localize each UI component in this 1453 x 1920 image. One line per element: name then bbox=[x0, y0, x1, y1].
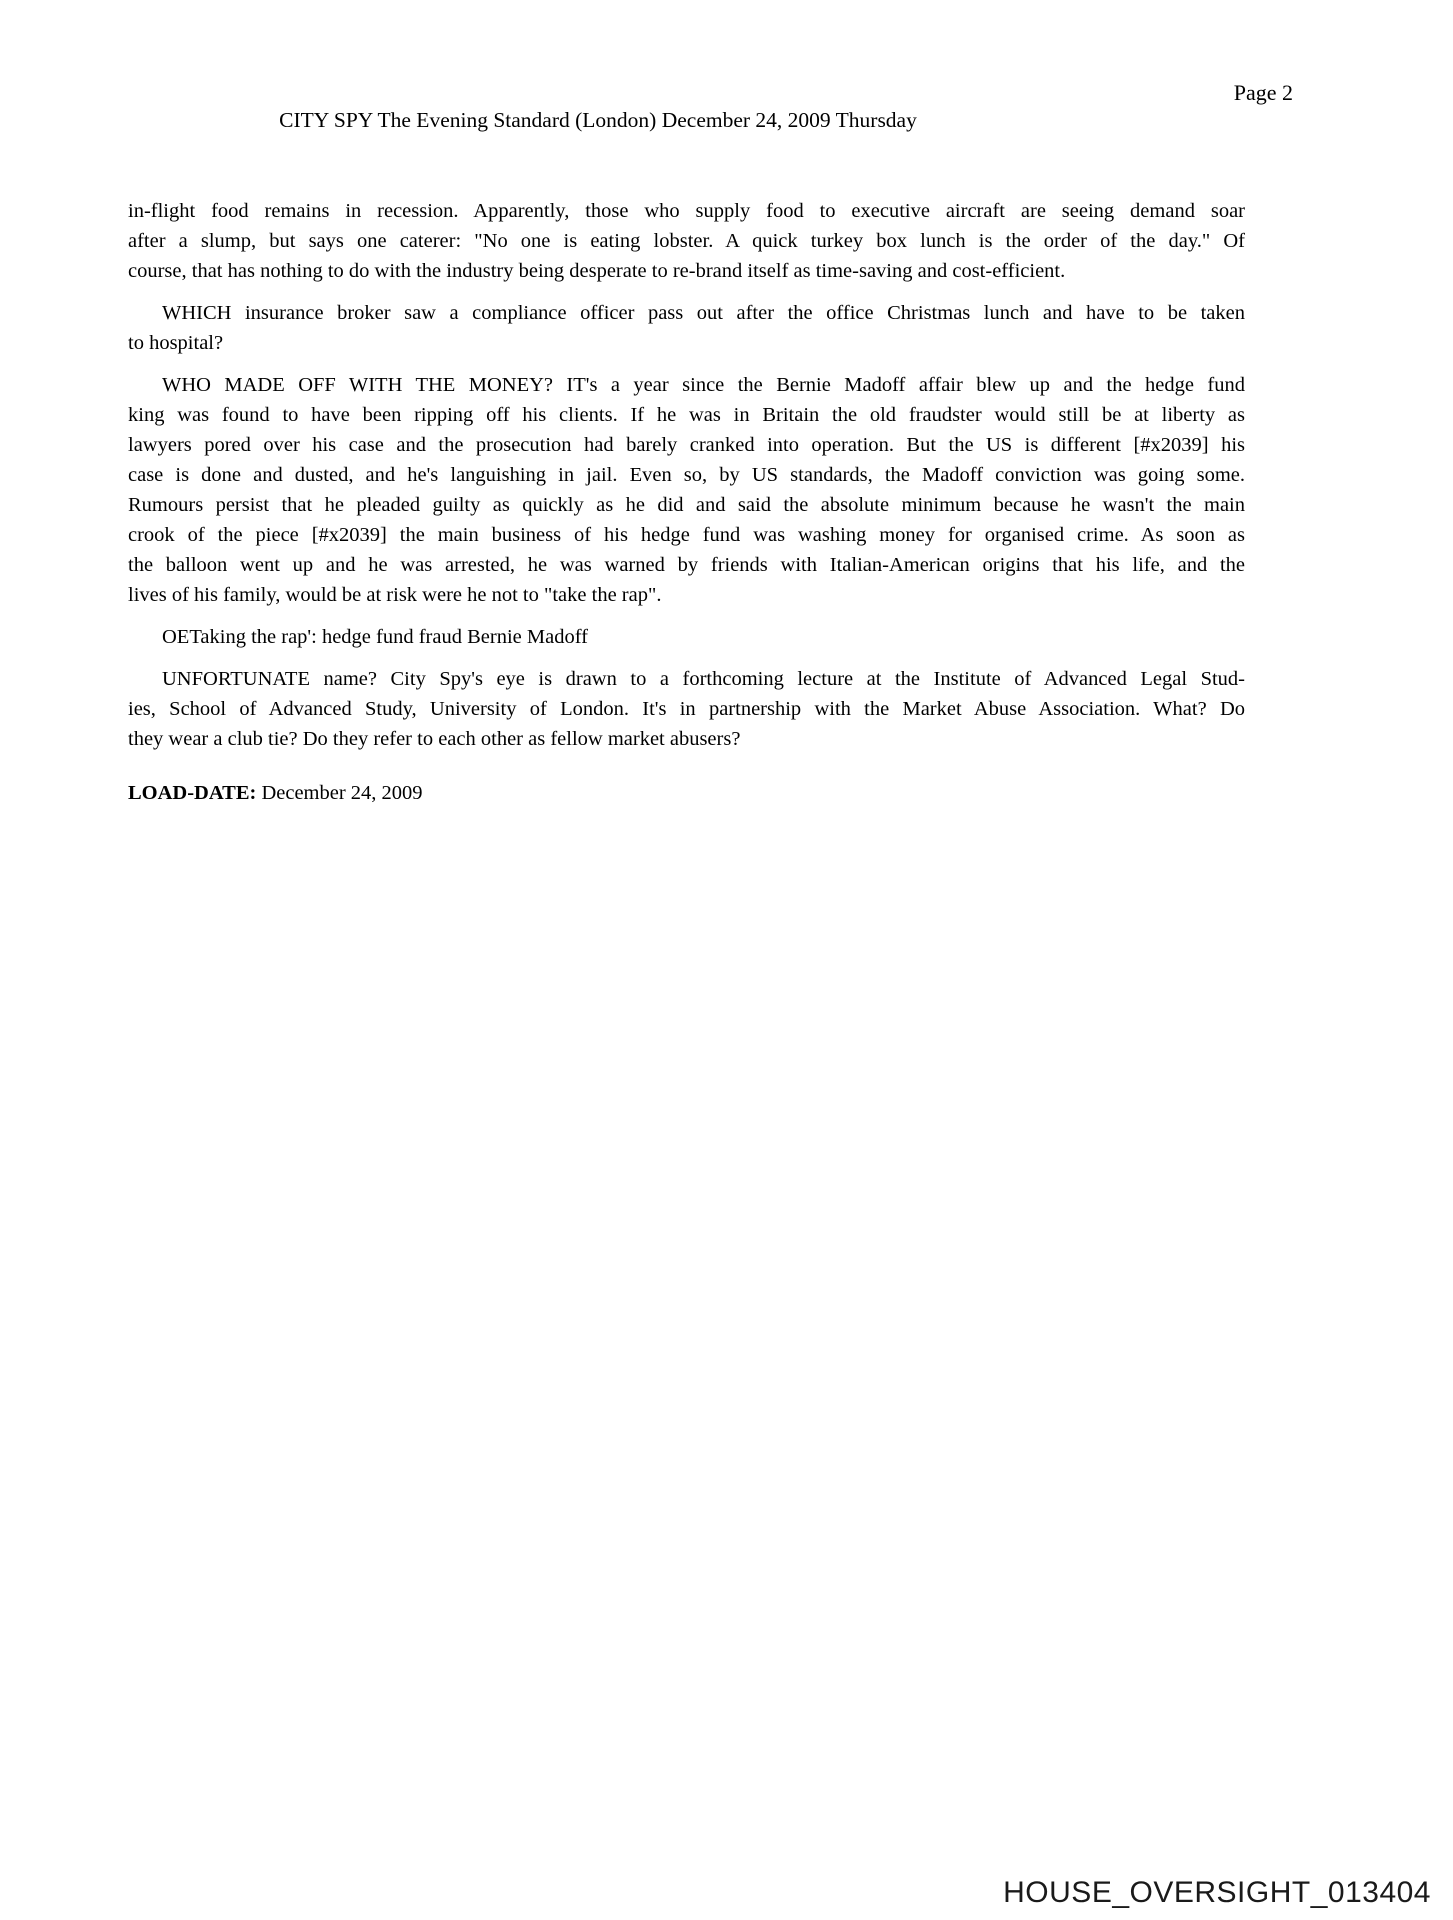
text-line: course, that has nothing to do with the industry being desperate to re-brand itself as time-saving and cost-efficient. bbox=[128, 260, 1066, 282]
text-line: OETaking the rap': hedge fund fraud Bernie Madoff bbox=[162, 626, 588, 648]
bates-number: HOUSE_OVERSIGHT_013404 bbox=[1003, 1876, 1431, 1909]
text-line: lives of his family, would be at risk were he not to "take the rap". bbox=[128, 584, 662, 606]
paragraph bbox=[128, 664, 1245, 754]
text-line: Rumours persist that he pleaded guilty as quickly as he did and said the absolute minimum because he wasn't the main bbox=[128, 494, 1245, 516]
text-line: crook of the piece [#x2039] the main business of his hedge fund was washing money for organised crime. As soon as bbox=[128, 524, 1245, 546]
load-date-value: December 24, 2009 bbox=[261, 782, 423, 804]
document-header-title: CITY SPY The Evening Standard (London) December 24, 2009 Thursday bbox=[279, 108, 917, 132]
text-line: the balloon went up and he was arrested, he was warned by friends with Italian-American origins that his life, and the bbox=[128, 554, 1245, 576]
paragraph bbox=[128, 370, 1245, 610]
text-line: case is done and dusted, and he's languishing in jail. Even so, by US standards, the Madoff conviction was going some. bbox=[128, 464, 1245, 486]
text-line: after a slump, but says one caterer: "No one is eating lobster. A quick turkey box lunch is the order of the day." Of bbox=[128, 230, 1245, 252]
text-line: WHICH insurance broker saw a compliance officer pass out after the office Christmas lunch and have to be taken bbox=[162, 302, 1245, 324]
page-number: Page 2 bbox=[1233, 80, 1293, 105]
paragraph bbox=[128, 196, 1245, 286]
paragraph bbox=[128, 298, 1245, 358]
text-line: WHO MADE OFF WITH THE MONEY? IT's a year since the Bernie Madoff affair blew up and the hedge fund bbox=[162, 374, 1245, 396]
text-line: to hospital? bbox=[128, 332, 224, 354]
document-body bbox=[128, 196, 1245, 808]
text-line: ies, School of Advanced Study, University of London. It's in partnership with the Market Abuse Association. What? Do bbox=[128, 698, 1245, 720]
text-line: they wear a club tie? Do they refer to each other as fellow market abusers? bbox=[128, 728, 741, 750]
load-date-label: LOAD-DATE: bbox=[128, 782, 257, 804]
text-line: king was found to have been ripping off his clients. If he was in Britain the old fraudster would still be at liberty as bbox=[128, 404, 1245, 426]
text-line: in-flight food remains in recession. Apparently, those who supply food to executive aircraft are seeing demand soar bbox=[128, 200, 1245, 222]
text-line: UNFORTUNATE name? City Spy's eye is drawn to a forthcoming lecture at the Institute of Advanced Legal Stud- bbox=[162, 668, 1245, 690]
load-date-row bbox=[128, 778, 1245, 808]
paragraph bbox=[128, 622, 1245, 652]
text-line: lawyers pored over his case and the prosecution had barely cranked into operation. But the US is different [#x2039] his bbox=[128, 434, 1245, 456]
